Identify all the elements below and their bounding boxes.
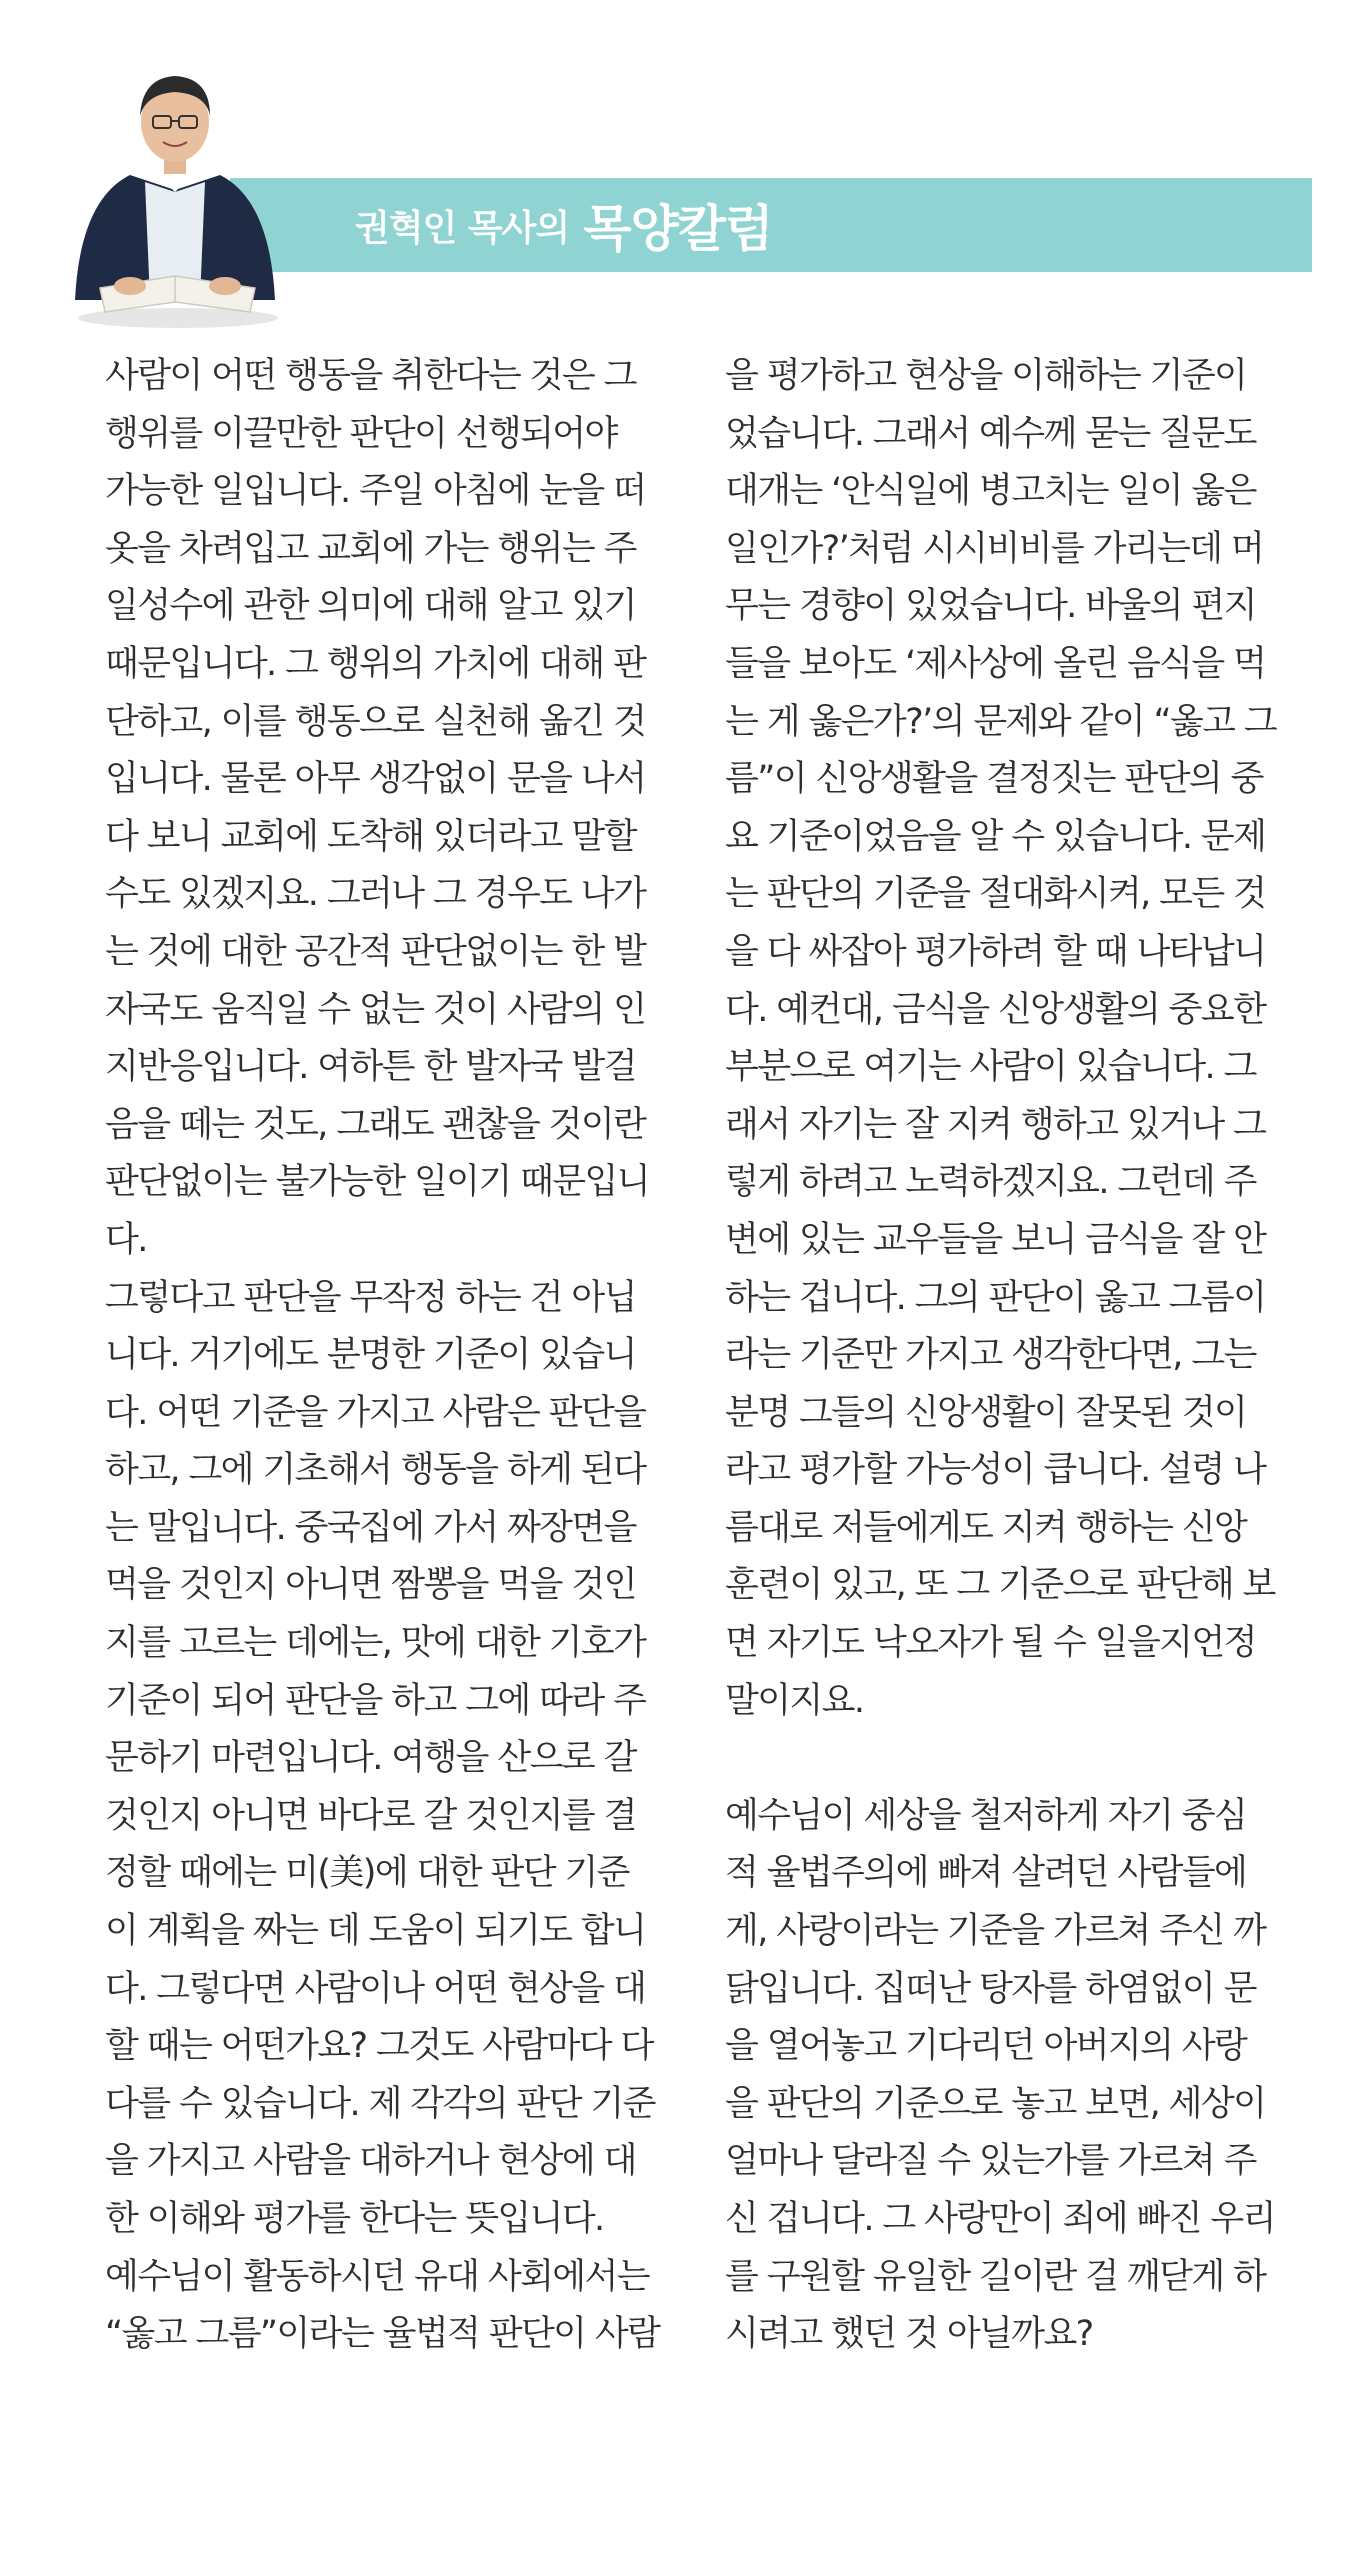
left-hand: [114, 277, 146, 295]
right-hand: [209, 277, 241, 295]
paragraph: 예수님이 활동하시던 유대 사회에서는 “옳고 그름”이라는 율법적 판단이 사람: [105, 2256, 660, 2355]
column-header-title: [355, 178, 772, 272]
paragraph: 사람이 어떤 행동을 취한다는 것은 그 행위를 이끌만한 판단이 선행되어야 가능한 일입니다. 주일 아침에 눈을 떠 옷을 차려입고 교회에 가는 행위는 주 일성수에 관한 의미에 대해 알고 있기 때문입니다. 그 행위의 가치에 대해 판 단하고, 이를 행동으로 실천해 옮긴 것 입니다. 물론 아무 생각없이 문을 나서 다 보니 교회에 도착해 있더라고 말할 수도 있겠지요. 그러나 그 경우도 나가 는 것에 대한 공간적 판단없이는 한 발 자국도 움직일 수 없는 것이 사람의 인 지반응입니다. 여하튼 한 발자국 발걸 음을 떼는 것도, 그래도 괜찮을 것이란 판단없이는 불가능한 일이기 때문입니 다.: [105, 356, 649, 1260]
author-photo: [60, 50, 290, 330]
right-column: [725, 348, 1303, 2364]
left-column: [105, 348, 683, 2364]
author-label: 권혁인 목사의: [355, 207, 570, 249]
paragraph: 그렇다고 판단을 무작정 하는 건 아닙 니다. 거기에도 분명한 기준이 있습니 다. 어떤 기준을 가지고 사람은 판단을 하고, 그에 기초해서 행동을 하게 된다 는 말입니다. 중국집에 가서 짜장면을 먹을 것인지 아니면 짬뽕을 먹을 것인 지를 고르는 데에는, 맛에 대한 기호가 기준이 되어 판단을 하고 그에 따라 주 문하기 마련입니다. 여행을 산으로 갈 것인지 아니면 바다로 갈 것인지를 결 정할 때에는 미(美)에 대한 판단 기준 이 계획을 짜는 데 도움이 되기도 합니 다. 그렇다면 사람이나 어떤 현상을 대 할 때는 어떤가요? 그것도 사람마다 다 다를 수 있습니다. 제 각각의 판단 기준 을 가지고 사람을 대하거나 현상에 대 한 이해와 평가를 한다는 뜻입니다.: [105, 1277, 655, 2239]
paragraph: 예수님이 세상을 철저하게 자기 중심 적 율법주의에 빠져 살려던 사람들에 게, 사랑이라는 기준을 가르쳐 주신 까 닭입니다. 집떠난 탕자를 하염없이 문 을 열어놓고 기다리던 아버지의 사랑 을 판단의 기준으로 놓고 보면, 세상이 얼마나 달라질 수 있는가를 가르쳐 주 신 겁니다. 그 사랑만이 죄에 빠진 우리 를 구원할 유일한 길이란 걸 깨닫게 하 시려고 했던 것 아닐까요?: [725, 1795, 1275, 2355]
paragraph: 을 평가하고 현상을 이해하는 기준이 었습니다. 그래서 예수께 묻는 질문도 대개는 ‘안식일에 병고치는 일이 옳은 일인가?’처럼 시시비비를 가리는데 머 무는 경향이 있었습니다. 바울의 편지 들을 보아도 ‘제사상에 올린 음식을 먹 는 게 옳은가?’의 문제와 같이 “옳고 그 름”이 신앙생활을 결정짓는 판단의 중 요 기준이었음을 알 수 있습니다. 문제 는 판단의 기준을 절대화시켜, 모든 것 을 다 싸잡아 평가하려 할 때 나타납니 다. 예컨대, 금식을 신앙생활의 중요한 부분으로 여기는 사람이 있습니다. 그 래서 자기는 잘 지켜 행하고 있거나 그 렇게 하려고 노력하겠지요. 그런데 주 변에 있는 교우들을 보니 금식을 잘 안 하는 겁니다. 그의 판단이 옳고 그름이 라는 기준만 가지고 생각한다면, 그는 분명 그들의 신앙생활이 잘못된 것이 라고 평가할 가능성이 큽니다. 설령 나 름대로 저들에게도 지켜 행하는 신앙 훈련이 있고, 또 그 기준으로 판단해 보 면 자기도 낙오자가 될 수 일을지언정 말이지요.: [725, 356, 1277, 1721]
column-name: 목양칼럼: [583, 199, 773, 258]
paragraph-spacer: [725, 1730, 1303, 1788]
